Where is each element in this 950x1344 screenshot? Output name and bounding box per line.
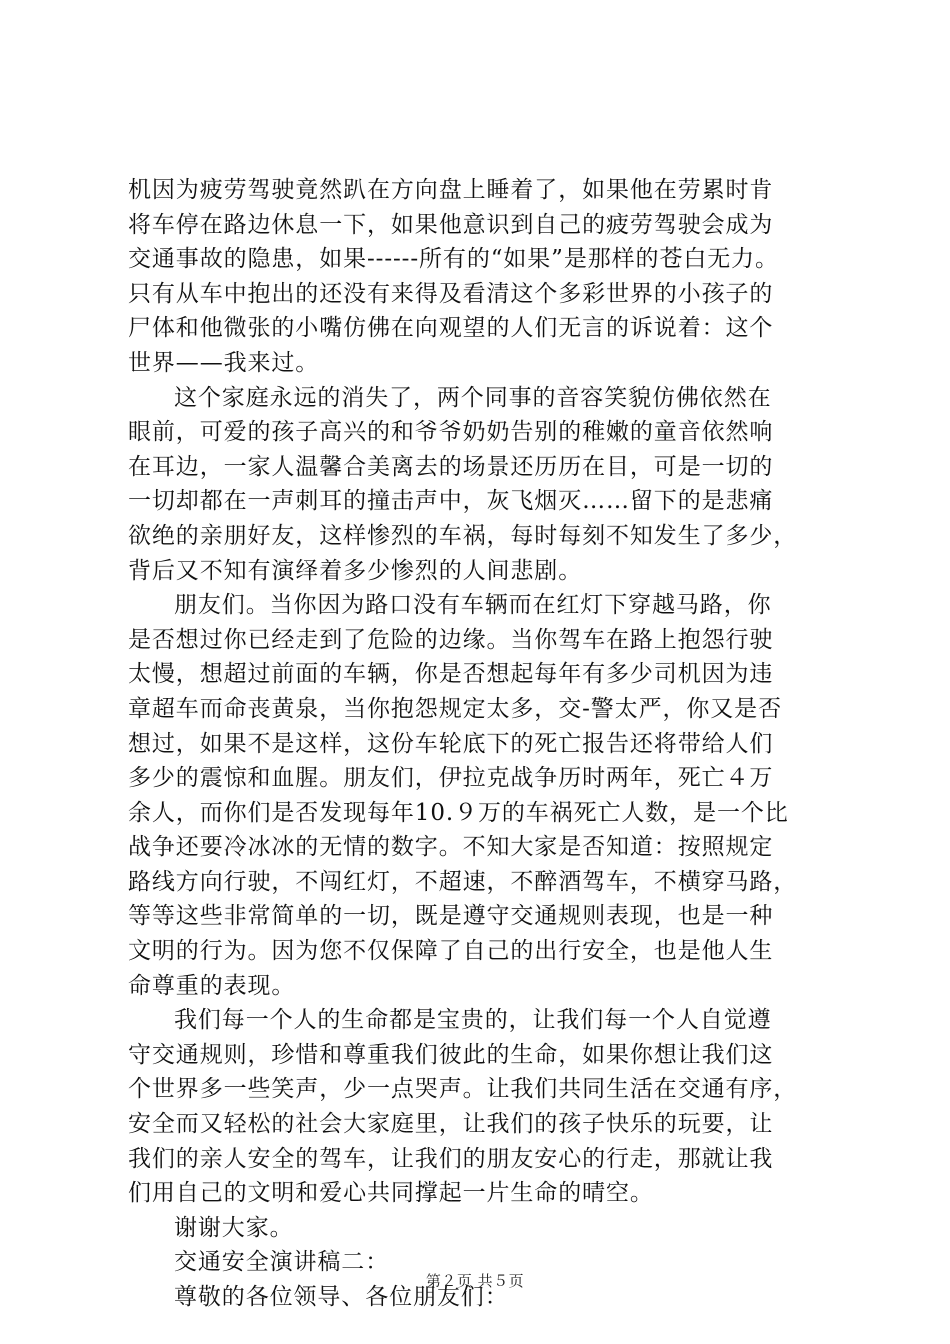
document-body <box>128 173 834 1315</box>
text-line: 太慢，想超过前面的车辆，你是否想起每年有多少司机因为违 <box>128 661 774 688</box>
text-line: 个世界多一些笑声，少一点哭声。让我们共同生活在交通有序， <box>128 1076 798 1103</box>
text-line: 在耳边，一家人温馨合美离去的场景还历历在目，可是一切的 <box>128 453 774 480</box>
text-line: 是否想过你已经走到了危险的边缘。当你驾车在路上抱怨行驶 <box>128 626 774 653</box>
text-line: 路线方向行驶，不闯红灯，不超速，不醉酒驾车，不横穿马路， <box>128 868 798 895</box>
text-line: 一切却都在一声刺耳的撞击声中，灰飞烟灭……留下的是悲痛 <box>128 488 774 515</box>
text-line: 欲绝的亲朋好友，这样惨烈的车祸，每时每刻不知发生了多少， <box>128 522 798 549</box>
page-number: 第２页 共５页 <box>425 1272 525 1290</box>
text-line: 将车停在路边休息一下，如果他意识到自己的疲劳驾驶会成为 <box>128 211 774 238</box>
text-line: 朋友们。当你因为路口没有车辆而在红灯下穿越马路，你 <box>174 592 772 619</box>
text-line: 尸体和他微张的小嘴仿佛在向观望的人们无言的诉说着：这个 <box>128 315 774 342</box>
text-line: 交通安全演讲稿二： <box>174 1249 390 1276</box>
text-line: 们用自己的文明和爱心共同撑起一片生命的晴空。 <box>128 1180 654 1207</box>
page-footer <box>0 1270 950 1291</box>
text-line: 想过，如果不是这样，这份车轮底下的死亡报告还将带给人们 <box>128 730 774 757</box>
text-line: 尊敬的各位领导、各位朋友们： <box>174 1284 509 1310</box>
text-line: 文明的行为。因为您不仅保障了自己的出行安全，也是他人生 <box>128 938 774 965</box>
text-line: 背后又不知有演绎着多少惨烈的人间悲剧。 <box>128 557 583 584</box>
text-line: 战争还要冷冰冰的无情的数字。不知大家是否知道：按照规定 <box>128 834 774 861</box>
text-line: 章超车而命丧黄泉，当你抱怨规定太多，交-警太严，你又是否 <box>128 695 782 722</box>
text-line: 命尊重的表现。 <box>128 972 296 999</box>
text-line: 眼前，可爱的孩子高兴的和爷爷奶奶告别的稚嫩的童音依然响 <box>128 419 774 446</box>
text-line: 这个家庭永远的消失了，两个同事的音容笑貌仿佛依然在 <box>174 384 772 411</box>
text-line: 只有从车中抱出的还没有来得及看清这个多彩世界的小孩子的 <box>128 280 774 307</box>
text-line: 机因为疲劳驾驶竟然趴在方向盘上睡着了，如果他在劳累时肯 <box>128 177 774 203</box>
text-line: 交通事故的隐患，如果------所有的“如果”是那样的苍白无力。 <box>128 246 779 273</box>
text-line: 多少的震惊和血腥。朋友们，伊拉克战争历时两年，死亡４万 <box>128 765 774 792</box>
text-line: 守交通规则，珍惜和尊重我们彼此的生命，如果你想让我们这 <box>128 1041 774 1068</box>
text-line: 等等这些非常简单的一切，既是遵守交通规则表现，也是一种 <box>128 903 774 930</box>
text-line: 谢谢大家。 <box>174 1214 294 1241</box>
text-line: 余人，而你们是否发现每年10.９万的车祸死亡人数，是一个比 <box>128 799 789 826</box>
text-line: 我们的亲人安全的驾车，让我们的朋友安心的行走，那就让我 <box>128 1145 774 1172</box>
text-line: 我们每一个人的生命都是宝贵的，让我们每一个人自觉遵 <box>174 1007 772 1034</box>
text-line: 安全而又轻松的社会大家庭里，让我们的孩子快乐的玩要，让 <box>128 1111 774 1138</box>
text-line: 世界——我来过。 <box>128 349 320 376</box>
